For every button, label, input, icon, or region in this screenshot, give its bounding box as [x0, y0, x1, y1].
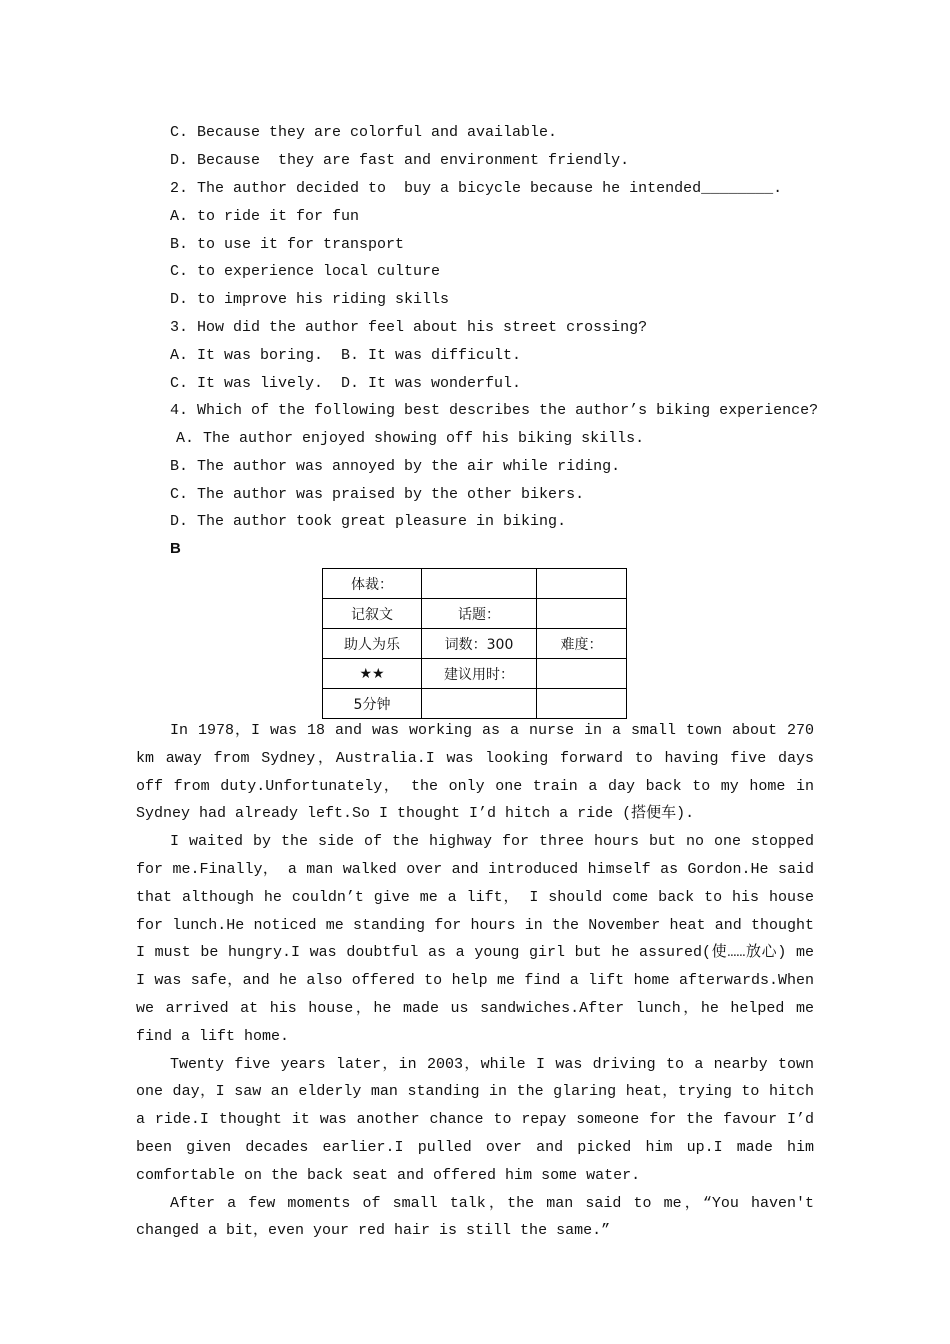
table-cell: 助人为乐 [323, 629, 422, 659]
passage-paragraph: Twenty five years later，in 2003，while I was driving to a nearby town one day，I saw an elderly man standing in the glaring heat，trying to hitch a ride.I thought it was another chance to repay someone for the favour I’d been given decades earlier.I pulled over and picked him up.I made him comfortable on the back seat and offered him some water. [136, 1055, 814, 1184]
passage-info-table [322, 568, 627, 719]
passage-paragraph: I waited by the side of the highway for three hours but no one stopped for me.Finally， a man walked over and introduced himself as Gordon.He said that although he couldn’t give me a lift， I should come back to his house for lunch.He noticed me standing for hours in the November heat and thought I must be hungry.I was doubtful as a young girl but he assured(使……放心) me I was safe，and he also offered to help me find a lift home afterwards.When we arrived at his house，he made us sandwiches.After lunch，he helped me find a lift home. [136, 833, 814, 1045]
table-cell: 难度： [537, 629, 627, 659]
q2-option-c: C. to experience local culture [170, 263, 441, 280]
passage-paragraph: After a few moments of small talk，the man said to me，“You haven't changed a bit，even your red hair is still the same.” [136, 1194, 814, 1240]
q4-option-a: A. The author enjoyed showing off his biking skills. [176, 430, 645, 447]
q3-options-ab: A. It was boring. B. It was difficult. [170, 347, 522, 364]
table-cell: 词数：300 [422, 629, 537, 659]
q2-option-d: D. to improve his riding skills [170, 291, 450, 308]
table-cell: 5分钟 [323, 689, 422, 719]
q2-option-a: A. to ride it for fun [170, 208, 360, 225]
q3-stem: 3. How did the author feel about his street crossing? [170, 319, 648, 336]
q1-option-d: D. Because they are fast and environment friendly. [170, 152, 630, 169]
table-cell: 建议用时： [422, 659, 537, 689]
table-cell [537, 569, 627, 599]
table-row [323, 659, 627, 689]
q1-option-c: C. Because they are colorful and available. [170, 124, 558, 141]
difficulty-stars: ★★ [323, 659, 422, 689]
table-row [323, 599, 627, 629]
table-row [323, 569, 627, 599]
q4-option-d: D. The author took great pleasure in biking. [170, 513, 567, 530]
table-cell [537, 659, 627, 689]
table-cell: 记叙文 [323, 599, 422, 629]
passage-paragraph: In 1978，I was 18 and was working as a nurse in a small town about 270 km away from Sydney，Australia.I was looking forward to having five days off from duty.Unfortunately， the only one train a day back to my home in Sydney had already left.So I thought I’d hitch a ride (搭便车). [136, 722, 814, 823]
table-cell [537, 599, 627, 629]
q4-stem: 4. Which of the following best describes the author’s biking experience? [170, 402, 819, 419]
q2-option-b: B. to use it for transport [170, 236, 405, 253]
table-cell: 话题： [422, 599, 537, 629]
q2-stem: 2. The author decided to buy a bicycle because he intended________. [170, 180, 783, 197]
table-cell [422, 689, 537, 719]
reading-passage [136, 717, 814, 1245]
table-cell [537, 689, 627, 719]
table-row [323, 629, 627, 659]
q3-options-cd: C. It was lively. D. It was wonderful. [170, 375, 522, 392]
q4-option-c: C. The author was praised by the other bikers. [170, 486, 585, 503]
section-label: B [170, 540, 181, 557]
table-cell: 体裁： [323, 569, 422, 599]
table-row [323, 689, 627, 719]
q4-option-b: B. The author was annoyed by the air while riding. [170, 458, 621, 475]
table-cell [422, 569, 537, 599]
